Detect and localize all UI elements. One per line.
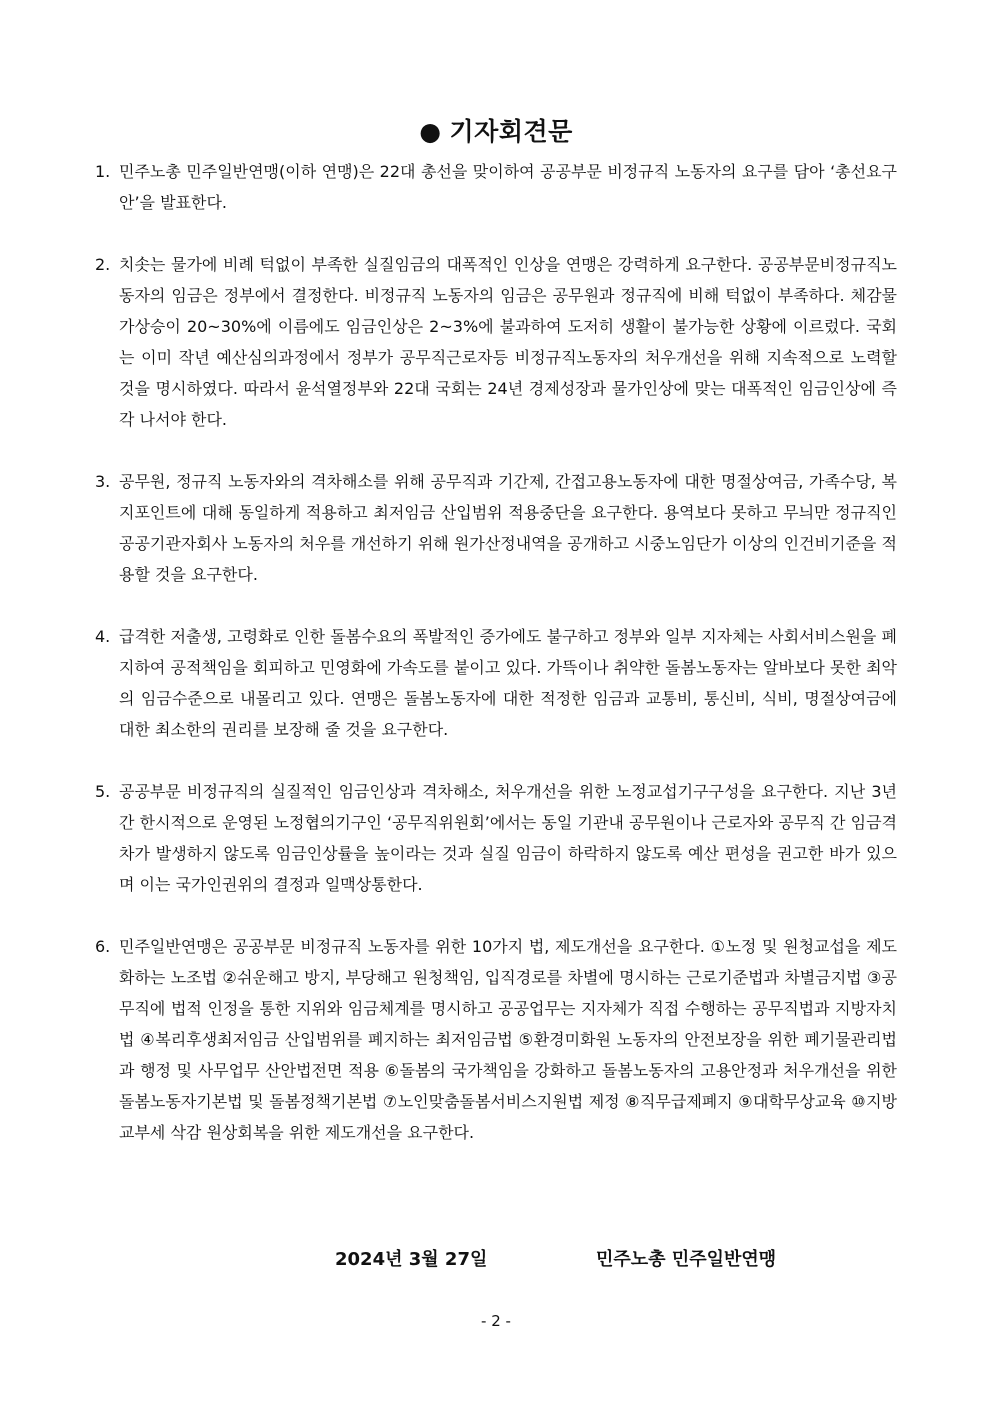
list-item (95, 466, 897, 590)
signature-date: 2024년 3월 27일 (335, 1249, 488, 1270)
item-number: 4. (95, 627, 111, 646)
item-number: 5. (95, 782, 111, 801)
item-text: 치솟는 물가에 비례 턱없이 부족한 실질임금의 대폭적인 인상을 연맹은 강력하게 요구한다. 공공부문비정규직노동자의 임금은 정부에서 결정한다. 비정규직 노동자의 임금은 공무원과 정규직에 비해 턱없이 부족하다. 체감물가상승이 20~30%에 이름에도 임금인상은 2~3%에 불과하여 도저히 생활이 불가능한 상황에 이르렀다. 국회는 이미 작년 예산심의과정에서 정부가 공무직근로자등 비정규직노동자의 처우개선을 위해 지속적으로 노력할 것을 명시하였다. 따라서 윤석열정부와 22대 국회는 24년 경제성장과 물가인상에 맞는 대폭적인 임금인상에 즉각 나서야 한다. (119, 255, 897, 429)
item-text: 민주일반연맹은 공공부문 비정규직 노동자를 위한 10가지 법, 제도개선을 요구한다. ①노정 및 원청교섭을 제도화하는 노조법 ②쉬운해고 방지, 부당해고 원청책임, 입직경로를 차별에 명시하는 근로기준법과 차별금지법 ③공무직에 법적 인정을 통한 지위와 임금체계를 명시하고 공공업무는 지자체가 직접 수행하는 공무직법과 지방자치법 ④복리후생최저임금 산입범위를 폐지하는 최저임금법 ⑤환경미화원 노동자의 안전보장을 위한 폐기물관리법과 행정 및 사무업무 산안법전면 적용 ⑥돌봄의 국가책임을 강화하고 돌봄노동자의 고용안정과 처우개선을 위한 돌봄노동자기본법 및 돌봄정책기본법 ⑦노인맞춤돌봄서비스지원법 제정 ⑧직무급제폐지 ⑨대학무상교육 ⑩지방교부세 삭감 원상회복을 위한 제도개선을 요구한다. (119, 937, 897, 1142)
item-number: 3. (95, 472, 111, 491)
item-number: 6. (95, 937, 111, 956)
item-text: 급격한 저출생, 고령화로 인한 돌봄수요의 폭발적인 증가에도 불구하고 정부와 일부 지자체는 사회서비스원을 폐지하여 공적책임을 회피하고 민영화에 가속도를 붙이고 있다. 가뜩이나 취약한 돌봄노동자는 알바보다 못한 최악의 임금수준으로 내몰리고 있다. 연맹은 돌봄노동자에 대한 적정한 임금과 교통비, 통신비, 식비, 명절상여금에 대한 최소한의 권리를 보장해 줄 것을 요구한다. (119, 627, 897, 739)
title-text: 기자회견문 (449, 117, 573, 146)
item-text: 민주노총 민주일반연맹(이하 연맹)은 22대 총선을 맞이하여 공공부문 비정규직 노동자의 요구를 담아 ‘총선요구안’을 발표한다. (119, 162, 897, 212)
list-item (95, 156, 897, 218)
list-item (95, 621, 897, 745)
page-title (0, 112, 992, 148)
item-number: 1. (95, 162, 111, 181)
item-text: 공무원, 정규직 노동자와의 격차해소를 위해 공무직과 기간제, 간접고용노동자에 대한 명절상여금, 가족수당, 복지포인트에 대해 동일하게 적용하고 최저임금 산입범위 적용중단을 요구한다. 용역보다 못하고 무늬만 정규직인 공공기관자회사 노동자의 처우를 개선하기 위해 원가산정내역을 공개하고 시중노임단가 이상의 인건비기준을 적용할 것을 요구한다. (119, 472, 897, 584)
page-number: - 2 - (481, 1312, 511, 1330)
signature-organization: 민주노총 민주일반연맹 (596, 1249, 777, 1270)
title-bullet-icon: ● (419, 117, 442, 146)
list-item (95, 931, 897, 1148)
item-text: 공공부문 비정규직의 실질적인 임금인상과 격차해소, 처우개선을 위한 노정교섭기구구성을 요구한다. 지난 3년간 한시적으로 운영된 노정협의기구인 ‘공무직위원회’에서는 동일 기관내 공무원이나 근로자와 공무직 간 임금격차가 발생하지 않도록 임금인상률을 높이라는 것과 실질 임금이 하락하지 않도록 예산 편성을 권고한 바가 있으며 이는 국가인권위의 결정과 일맥상통한다. (119, 782, 897, 894)
list-item (95, 776, 897, 900)
item-number: 2. (95, 255, 111, 274)
list-item (95, 249, 897, 435)
document-body (95, 156, 897, 1179)
